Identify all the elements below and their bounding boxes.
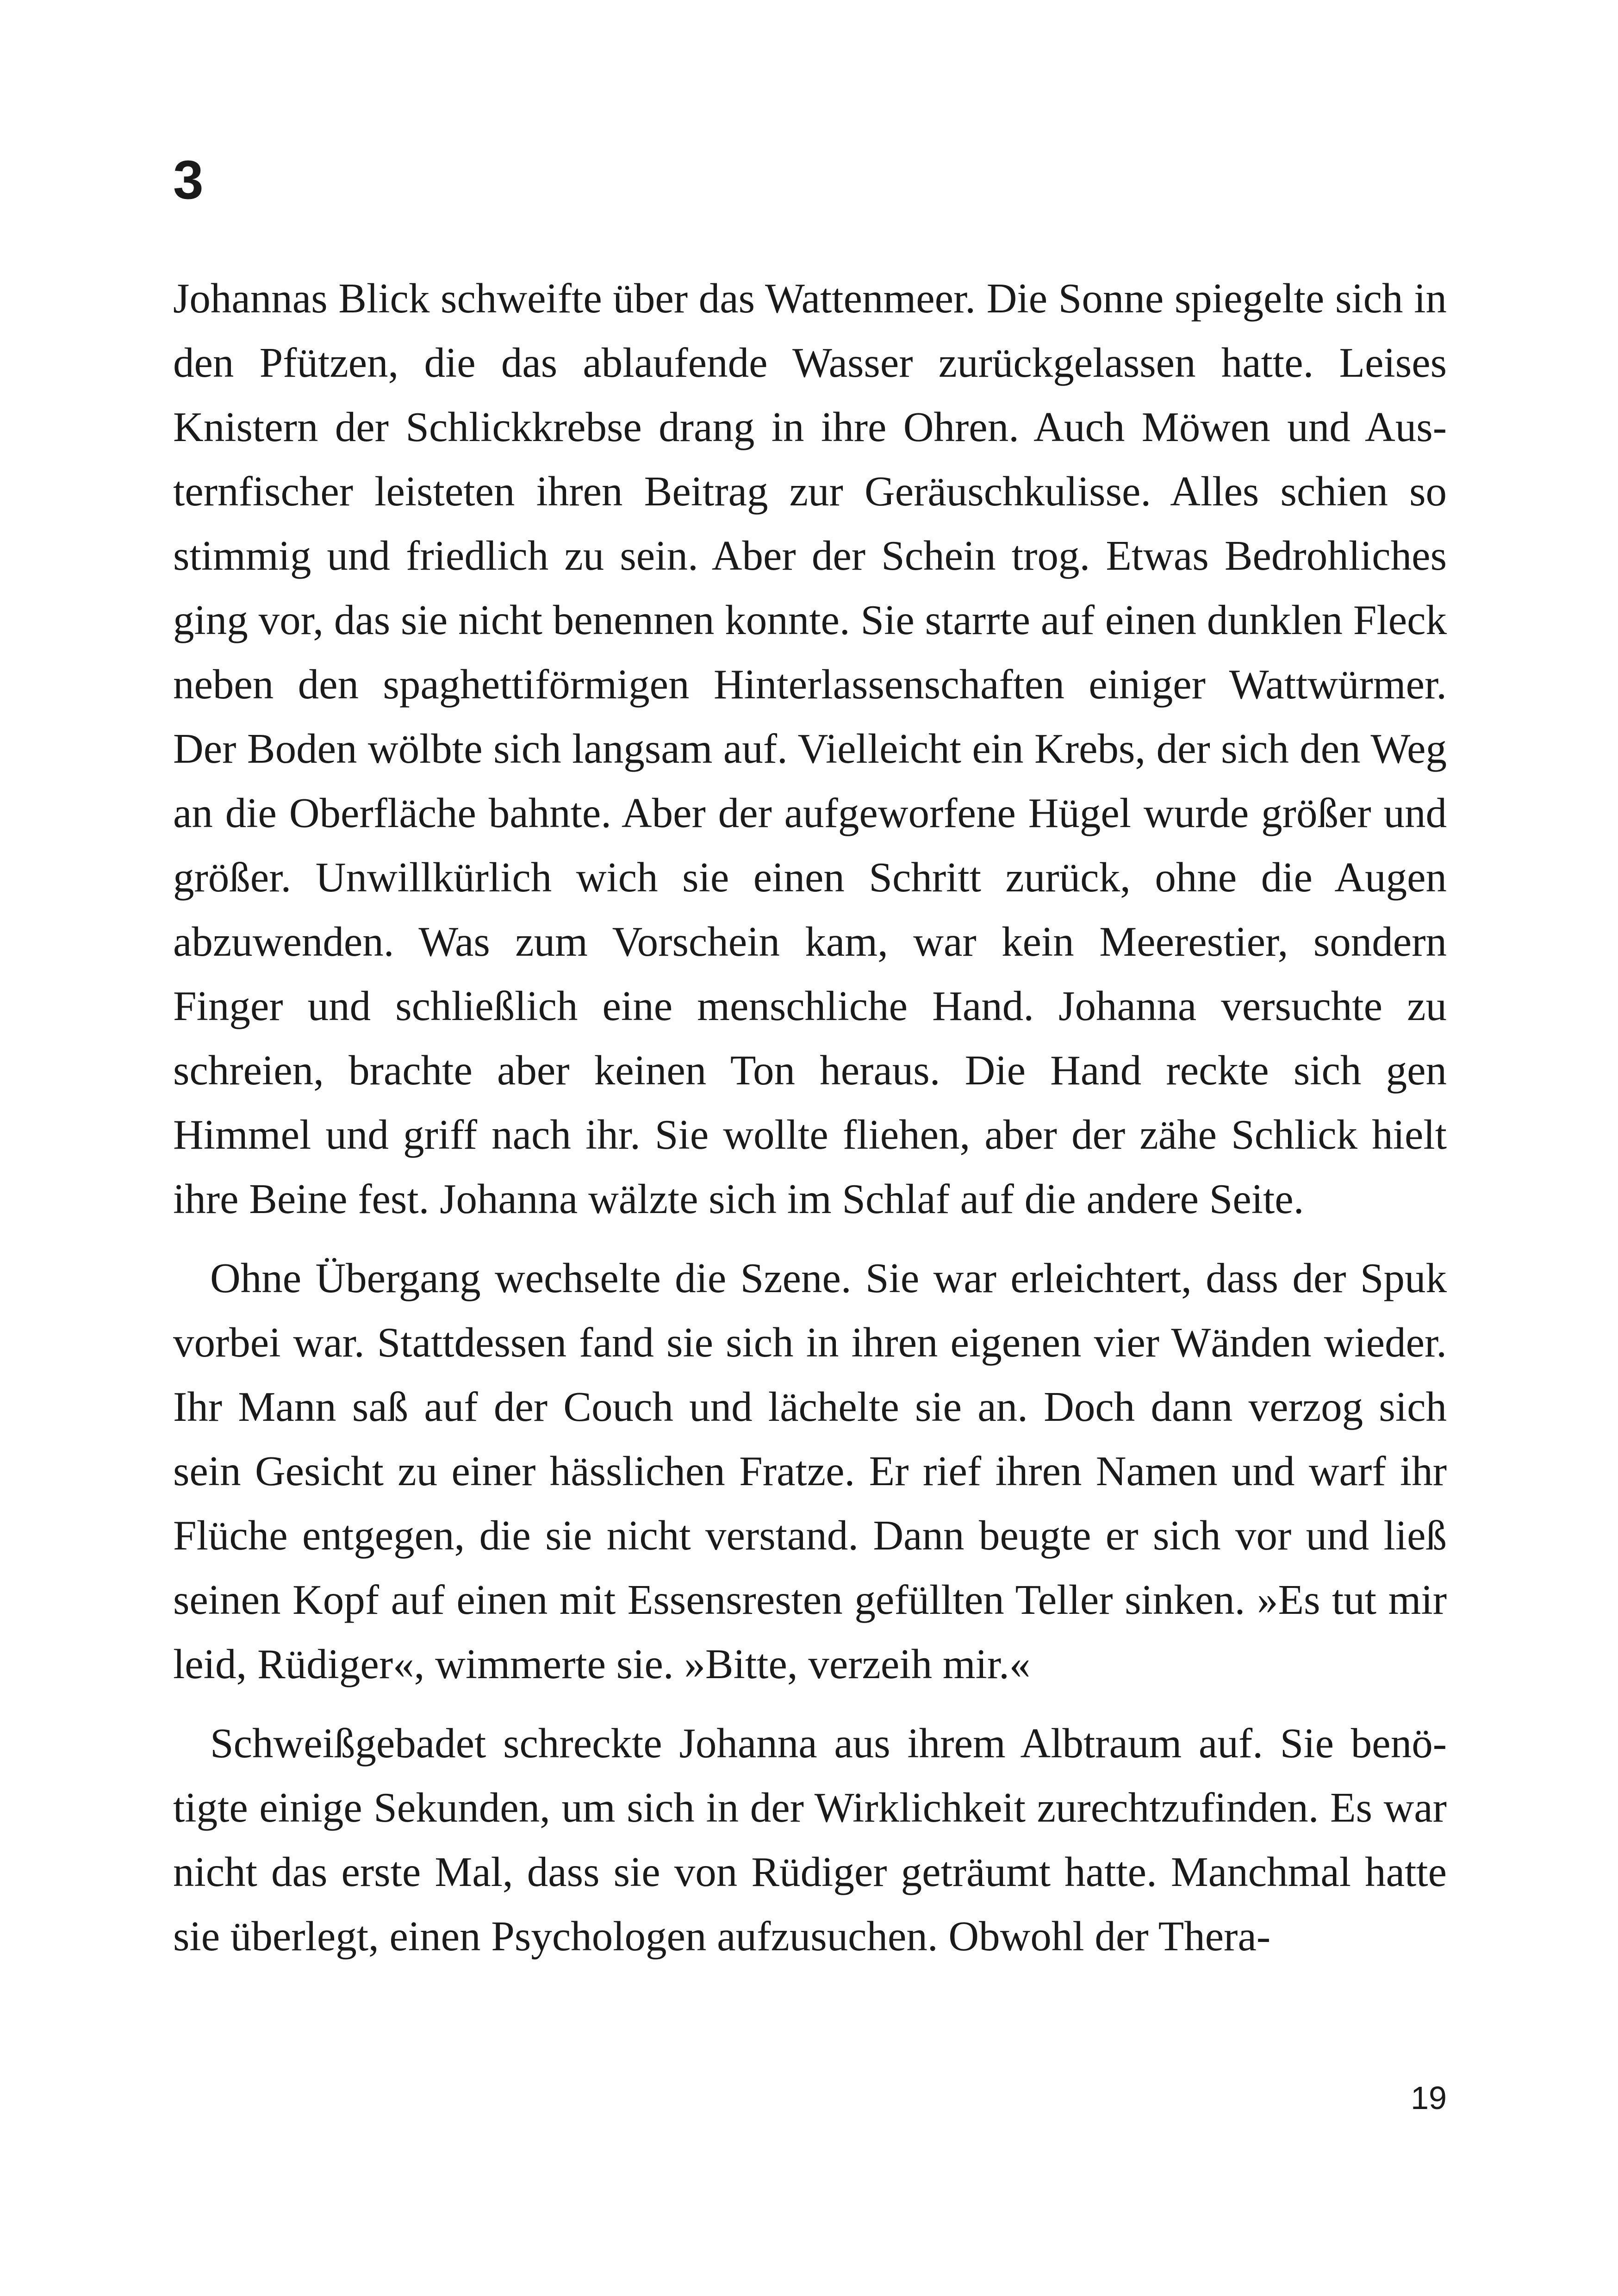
paragraph-1: Johannas Blick schweifte über das Wattenmeer. Die Sonne spiegelte sich in den Pfützen, die das ablaufende Wasser zurückgelassen hatte. Leises Knistern der Schlickkrebse drang in ihre Ohren. Auch Möwen und Austernfischer leisteten ihren Beitrag zur Geräuschkulisse. Alles schien so stimmig und friedlich zu sein. Aber der Schein trog. Etwas Bedrohliches ging vor, das sie nicht benennen konnte. Sie starrte auf einen dunklen Fleck neben den spaghettiförmigen Hinterlassenschaften einiger Wattwürmer. Der Boden wölbte sich langsam auf. Vielleicht ein Krebs, der sich den Weg an die Oberfläche bahnte. Aber der aufgeworfene Hügel wurde größer und größer. Unwillkürlich wich sie einen Schritt zurück, ohne die Augen abzuwenden. Was zum Vorschein kam, war kein Meerestier, sondern Finger und schließlich eine menschliche Hand. Johanna versuchte zu schreien, brachte aber keinen Ton heraus. Die Hand reckte sich gen Himmel und griff nach ihr. Sie wollte fliehen, aber der zähe Schlick hielt ihre Beine fest. Johanna wälzte sich im Schlaf auf die andere Seite. bbox=[173, 275, 1447, 1222]
paragraph-2: Ohne Übergang wechselte die Szene. Sie war erleichtert, dass der Spuk vorbei war. Stattdessen fand sie sich in ihren eigenen vier Wänden wieder. Ihr Mann saß auf der Couch und lächelte sie an. Doch dann verzog sich sein Gesicht zu einer hässlichen Fratze. Er rief ihren Namen und warf ihr Flüche entgegen, die sie nicht verstand. Dann beugte er sich vor und ließ seinen Kopf auf einen mit Essensresten gefüllten Teller sinken. »Es tut mir leid, Rüdiger«, wimmerte sie. »Bitte, verzeih mir.« bbox=[173, 1255, 1447, 1687]
chapter-text bbox=[173, 266, 1447, 1968]
chapter-number: 3 bbox=[173, 149, 204, 211]
paragraph-3: Schweißgebadet schreckte Johanna aus ihrem Albtraum auf. Sie benötigte einige Sekunden, um sich in der Wirklichkeit zurechtzufinden. Es war nicht das erste Mal, dass sie von Rüdiger geträumt hatte. Manchmal hatte sie überlegt, einen Psychologen aufzusuchen. Obwohl der Thera- bbox=[173, 1720, 1447, 1960]
page-number: 19 bbox=[1411, 2080, 1447, 2116]
